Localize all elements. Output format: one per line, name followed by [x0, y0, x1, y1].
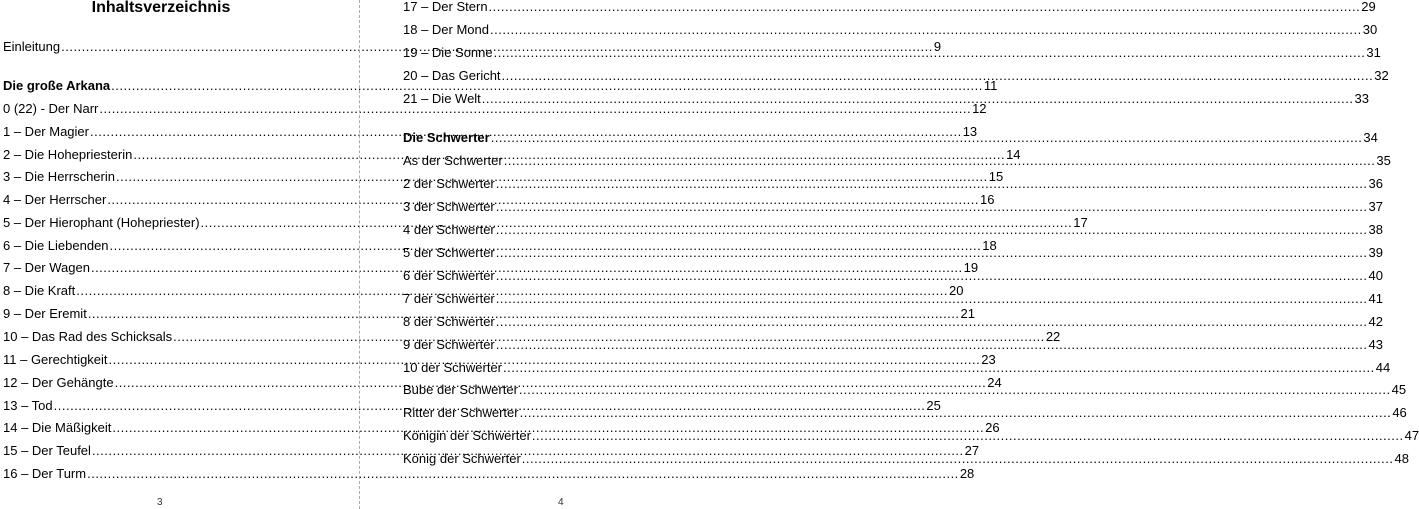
toc-label: Bube der Schwerter: [403, 382, 518, 397]
toc-page-number: 47: [1404, 428, 1419, 443]
toc-label: König der Schwerter: [403, 451, 521, 466]
toc-page-number: 32: [1374, 68, 1389, 83]
toc-page-number: 19: [963, 260, 979, 275]
toc-label: 21 – Die Welt: [403, 91, 481, 106]
leader-dots: [496, 221, 1368, 238]
toc-page-number: 34: [1363, 130, 1378, 145]
leader-dots: [532, 427, 1404, 444]
toc-label: As der Schwerter: [403, 153, 503, 168]
toc-page-number: 14: [1006, 147, 1021, 162]
leader-dots: [496, 244, 1368, 261]
toc-page-number: 31: [1366, 45, 1381, 60]
toc-label: 10 der Schwerter: [403, 360, 502, 375]
toc-page-number: 36: [1368, 176, 1383, 191]
toc-entry[interactable]: [403, 0, 1376, 15]
leader-dots: [496, 198, 1368, 215]
toc-page-number: 21: [960, 306, 975, 321]
toc-entry[interactable]: [403, 67, 1389, 84]
toc-label: 4 der Schwerter: [403, 222, 495, 237]
toc-label: 0 (22) - Der Narr: [3, 101, 99, 116]
toc-entry[interactable]: [3, 100, 987, 117]
page-number: 3: [157, 497, 163, 508]
leader-dots: [496, 175, 1368, 192]
leader-dots: [502, 67, 1374, 84]
toc-label: 2 der Schwerter: [403, 176, 495, 191]
toc-page-number: 22: [1045, 329, 1061, 344]
toc-label: Königin der Schwerter: [403, 428, 531, 443]
page-number: 4: [558, 497, 564, 508]
toc-label: 10 – Das Rad des Schicksals: [3, 329, 173, 344]
toc-label: 7 – Der Wagen: [3, 260, 90, 275]
toc-page-number: 48: [1394, 451, 1409, 466]
leader-dots: [482, 90, 1354, 107]
leader-dots: [491, 129, 1363, 146]
toc-page-number: 25: [926, 398, 941, 413]
toc-label: Ritter der Schwerter: [403, 405, 519, 420]
toc-page-number: 13: [962, 124, 978, 139]
leader-dots: [496, 267, 1368, 284]
toc-label: 17 – Der Stern: [403, 0, 488, 14]
toc-page-number: 41: [1368, 291, 1383, 306]
toc-label: 3 – Die Herrscherin: [3, 169, 115, 184]
toc-label: 9 – Der Eremit: [3, 306, 87, 321]
toc-page-number: 26: [985, 420, 1000, 435]
leader-dots: [494, 44, 1366, 61]
toc-page-number: 40: [1368, 268, 1383, 283]
page-title: Inhaltsverzeichnis: [91, 0, 231, 16]
toc-page-number: 27: [964, 443, 980, 458]
page-divider: [359, 0, 360, 509]
toc-label: 5 der Schwerter: [403, 245, 495, 260]
toc-entry[interactable]: [403, 90, 1369, 107]
leader-dots: [490, 21, 1362, 38]
toc-entry[interactable]: [403, 21, 1378, 38]
toc-page-number: 16: [980, 192, 995, 207]
toc-entry[interactable]: [3, 465, 975, 482]
toc-page-number: 29: [1361, 0, 1376, 14]
toc-label: 14 – Die Mäßigkeit: [3, 420, 112, 435]
toc-label: 9 der Schwerter: [403, 337, 495, 352]
toc-page-number: 37: [1368, 199, 1383, 214]
toc-label: 15 – Der Teufel: [3, 443, 91, 458]
leader-dots: [496, 290, 1368, 307]
toc-label: 2 – Die Hohepriesterin: [3, 147, 133, 162]
leader-dots: [496, 336, 1368, 353]
toc-label: 6 – Die Liebenden: [3, 238, 109, 253]
leader-dots: [522, 450, 1394, 467]
toc-label: 4 – Der Herrscher: [3, 192, 107, 207]
toc-page-number: 38: [1368, 222, 1383, 237]
toc-page-number: 44: [1375, 360, 1391, 375]
toc-label: 1 – Der Magier: [3, 124, 89, 139]
toc-page-number: 12: [972, 101, 987, 116]
toc-page-number: 30: [1362, 22, 1378, 37]
toc-label: 13 – Tod: [3, 398, 53, 413]
toc-page-number: 17: [1073, 215, 1088, 230]
toc-label: 8 der Schwerter: [403, 314, 495, 329]
toc-page-number: 9: [933, 39, 942, 54]
toc-label: 11 – Gerechtigkeit: [3, 352, 108, 367]
toc-label: 3 der Schwerter: [403, 199, 495, 214]
leader-dots: [489, 0, 1361, 15]
toc-page-number: 43: [1368, 337, 1383, 352]
toc-entry[interactable]: [403, 44, 1381, 61]
toc-label: 8 – Die Kraft: [3, 283, 76, 298]
toc-page-number: 11: [983, 78, 998, 93]
toc-label: 7 der Schwerter: [403, 291, 495, 306]
toc-page-number: 20: [948, 283, 964, 298]
toc-label: Einleitung: [3, 39, 61, 54]
toc-page-number: 24: [987, 375, 1002, 390]
toc-page-number: 35: [1376, 153, 1391, 168]
toc-label: 20 – Das Gericht: [403, 68, 501, 83]
leader-dots: [504, 152, 1376, 169]
toc-page-number: 46: [1392, 405, 1407, 420]
toc-page-number: 18: [982, 238, 997, 253]
toc-label: 6 der Schwerter: [403, 268, 495, 283]
toc-page-number: 39: [1368, 245, 1383, 260]
toc-label: Die große Arkana: [3, 78, 111, 93]
toc-page-number: 23: [981, 352, 996, 367]
toc-label: 18 – Der Mond: [403, 22, 489, 37]
leader-dots: [496, 313, 1368, 330]
toc-page-number: 28: [959, 466, 975, 481]
toc-label: 16 – Der Turm: [3, 466, 87, 481]
toc-label: 19 – Die Sonne: [403, 45, 493, 60]
toc-page-number: 42: [1368, 314, 1383, 329]
toc-label: 5 – Der Hierophant (Hohepriester): [3, 215, 200, 230]
leader-dots: [520, 404, 1392, 421]
toc-label: Die Schwerter: [403, 130, 490, 145]
toc-page-number: 45: [1391, 382, 1407, 397]
leader-dots: [503, 359, 1375, 376]
toc-label: 12 – Der Gehängte: [3, 375, 114, 390]
toc-page-number: 15: [988, 169, 1004, 184]
toc-section-grosse-arkana[interactable]: [3, 77, 998, 94]
toc-page-number: 33: [1354, 91, 1369, 106]
leader-dots: [519, 381, 1391, 398]
